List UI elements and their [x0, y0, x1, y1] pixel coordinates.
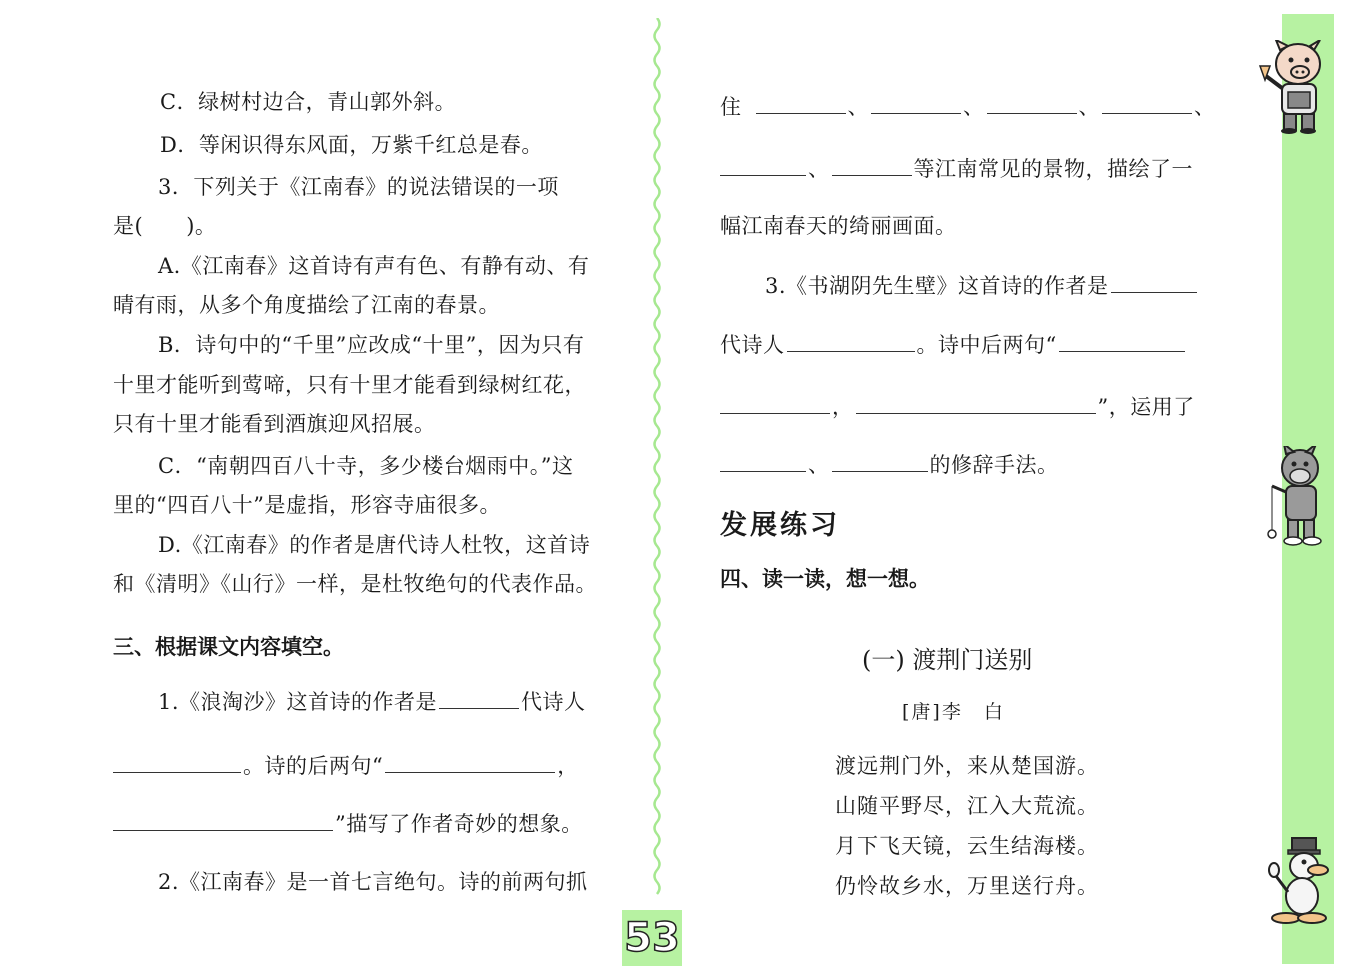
- separator: 、: [963, 95, 985, 119]
- page-number: 53: [624, 915, 680, 961]
- choice-c-line1: C．“南朝四百八十寺，多少楼台烟雨中。”这: [158, 454, 574, 478]
- blank[interactable]: [385, 752, 555, 773]
- right-line3: 幅江南春天的绮丽画面。: [720, 214, 957, 238]
- blank[interactable]: [720, 155, 806, 176]
- poem-line: 山随平野尽，江入大荒流。: [835, 794, 1099, 818]
- choice-a-line2: 晴有雨，从多个角度描绘了江南的春景。: [113, 293, 500, 317]
- wavy-divider: [650, 18, 664, 898]
- blank[interactable]: [832, 451, 928, 472]
- right-text-scenery: 等江南常见的景物，描绘了一: [913, 157, 1193, 181]
- question-3-line2: 是( )。: [113, 214, 217, 238]
- development-practice-title: 发展练习: [720, 510, 840, 541]
- right-text-quote: 。诗中后两句“: [916, 333, 1057, 357]
- right-text-used: ”，运用了: [1097, 395, 1195, 419]
- blank[interactable]: [1111, 272, 1197, 293]
- right-line7: [720, 451, 1059, 479]
- comma: ，: [832, 395, 854, 419]
- section-3-heading: 三、根据课文内容填空。: [113, 635, 344, 659]
- question-3-line1: 3．下列关于《江南春》的说法错误的一项: [158, 175, 559, 199]
- fill-1-text-e: ”描写了作者奇妙的想象。: [335, 812, 583, 836]
- separator: 、: [847, 95, 869, 119]
- blank[interactable]: [720, 451, 806, 472]
- right-line2: [720, 155, 1193, 183]
- choice-c-line2: 里的“四百八十”是虚指，形容寺庙很多。: [113, 493, 501, 517]
- choice-a-line1: A.《江南春》这首诗有声有色、有静有动、有: [158, 254, 590, 278]
- blank[interactable]: [1102, 93, 1192, 114]
- page-number-box: [622, 910, 682, 966]
- separator: 、: [808, 453, 830, 477]
- right-text-poet: 代诗人: [720, 333, 785, 357]
- blank[interactable]: [756, 93, 846, 114]
- option-d: D．等闲识得东风面，万紫千红总是春。: [160, 133, 543, 157]
- option-c: C．绿树村边合，青山郭外斜。: [160, 90, 457, 114]
- choice-d-line2: 和《清明》《山行》一样，是杜牧绝句的代表作品。: [113, 572, 597, 596]
- separator: 、: [1078, 95, 1100, 119]
- separator: 、: [808, 157, 830, 181]
- poem-author: [唐]李 白: [902, 701, 1005, 723]
- blank[interactable]: [439, 688, 519, 709]
- choice-d-line1: D.《江南春》的作者是唐代诗人杜牧，这首诗: [158, 533, 591, 557]
- pig-mascot-icon: [1258, 40, 1330, 134]
- separator: 、: [1194, 95, 1216, 119]
- fill-1-line2: [113, 752, 579, 780]
- fill-1-text-a: 1.《浪淘沙》这首诗的作者是: [158, 690, 438, 714]
- poem-line: 月下飞天镜，云生结海楼。: [835, 834, 1099, 858]
- fill-1-line3: [113, 810, 583, 838]
- fill-1-text-c: 。诗的后两句“: [243, 754, 384, 778]
- right-line6: [720, 393, 1195, 421]
- right-line1: [720, 93, 1216, 121]
- question-3-right: [765, 272, 1199, 300]
- fill-2-line1: 2.《江南春》是一首七言绝句。诗的前两句抓: [158, 870, 588, 894]
- choice-b-line3: 只有十里才能看到酒旗迎风招展。: [113, 412, 436, 436]
- choice-b-line1: B．诗句中的“千里”应改成“十里”，因为只有: [158, 333, 585, 357]
- blank[interactable]: [871, 93, 961, 114]
- right-line5: [720, 331, 1187, 359]
- blank[interactable]: [113, 810, 333, 831]
- choice-b-line2: 十里才能听到莺啼，只有十里才能看到绿树红花，: [113, 373, 586, 397]
- right-text-zhu: 住: [720, 95, 742, 119]
- wolf-mascot-icon: [1264, 446, 1334, 550]
- blank[interactable]: [113, 752, 241, 773]
- poem-line: 仍怜故乡水，万里送行舟。: [835, 874, 1099, 898]
- right-text-rhetoric: 的修辞手法。: [929, 453, 1059, 477]
- poem-line: 渡远荆门外，来从楚国游。: [835, 754, 1099, 778]
- blank[interactable]: [787, 331, 915, 352]
- duck-mascot-icon: [1262, 832, 1334, 928]
- section-4-heading: 四、读一读，想一想。: [720, 567, 930, 591]
- poem-title: (一) 渡荆门送别: [862, 646, 1033, 674]
- fill-1-text-b: 代诗人: [521, 690, 586, 714]
- blank[interactable]: [856, 393, 1096, 414]
- fill-1-line1: [158, 688, 586, 716]
- q3-right-text: 3.《书湖阴先生壁》这首诗的作者是: [765, 274, 1109, 298]
- blank[interactable]: [1059, 331, 1185, 352]
- fill-1-text-d: ，: [557, 754, 579, 778]
- blank[interactable]: [832, 155, 912, 176]
- blank[interactable]: [720, 393, 830, 414]
- blank[interactable]: [987, 93, 1077, 114]
